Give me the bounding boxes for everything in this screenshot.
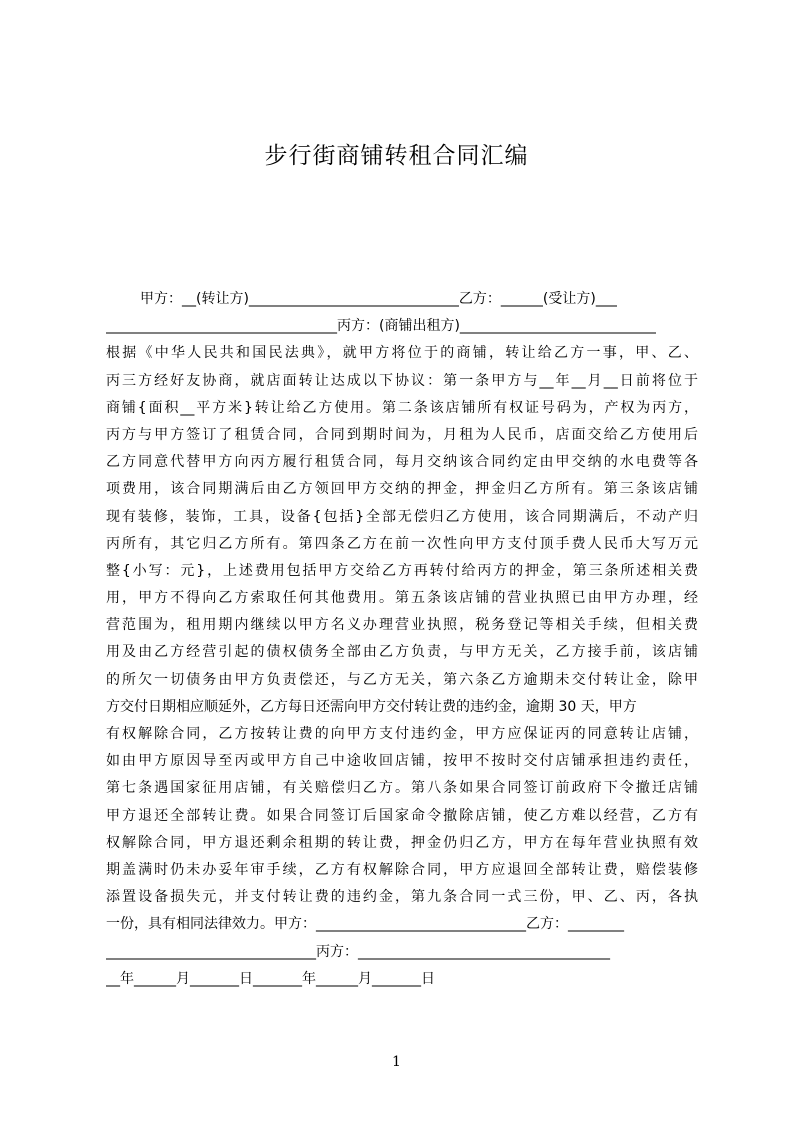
- page-number: 1: [392, 1054, 401, 1070]
- text-line: 用及由乙方经营引起的债权债务全部由乙方负责，与甲方无关，乙方接手前，该店铺: [106, 644, 698, 661]
- text-line: 期盖满时仍未办妥年审手续，乙方有权解除合同，甲方应退回全部转让费，赔偿装修: [106, 861, 698, 878]
- text-line: 乙方同意代替甲方向丙方履行租赁合同，每月交纳该合同约定由甲交纳的水电费等各: [106, 454, 698, 471]
- text-line: 的所欠一切债务由甲方负责偿还，与乙方无关，第六条乙方逾期未交付转让金，除甲: [106, 671, 698, 688]
- text-line: 根据《中华人民共和国民法典》，就甲方将位于的商铺，转让给乙方一事，甲、乙、: [106, 345, 698, 362]
- text-line: 有权解除合同，乙方按转让费的向甲方支付违约金，甲方应保证丙的同意转让店铺，: [106, 726, 698, 742]
- text-line: 添置设备损失元，并支付转让费的违约金，第九条合同一式三份，甲、乙、丙，各执: [106, 889, 698, 906]
- text-line: ______________________________丙方：____________________________________: [106, 943, 610, 960]
- text-line: 项费用，该合同期满后由乙方领回甲方交纳的押金，押金归乙方所有。第三条该店铺: [106, 481, 698, 498]
- text-line: 一份，具有相同法律效力。甲方：______________________________乙方：________: [106, 916, 624, 933]
- text-line: _________________________________丙方：(商铺出租方)____________________________: [106, 318, 656, 335]
- document-title: 步行街商铺转租合同汇编: [264, 143, 529, 169]
- text-line: 权解除合同，甲方退还剩余租期的转让费，押金仍归乙方，甲方在每年营业执照有效: [106, 834, 698, 851]
- text-line: 方交付日期相应顺延外，乙方每日还需向甲方交付转让费的违约金，逾期 30 天，甲方: [106, 698, 637, 715]
- text-line: 整{小写：元}，上述费用包括甲方交给乙方再转付给丙方的押金，第三条所述相关费: [106, 562, 698, 579]
- text-line: 商铺{面积__平方米}转让给乙方使用。第二条该店铺所有权证号码为，产权为丙方，: [106, 399, 698, 416]
- text-line: 甲方退还全部转让费。如果合同签订后国家命令撤除店铺，使乙方难以经营，乙方有: [106, 807, 698, 824]
- text-line: 现有装修，装饰，工具，设备{包括}全部无偿归乙方使用，该合同期满后，不动产归: [106, 508, 698, 525]
- signature-date-line: __年______月_______日_______年______月_______日: [106, 970, 435, 987]
- contract-body: [106, 286, 698, 993]
- text-line: 用，甲方不得向乙方索取任何其他费用。第五条该店铺的营业执照已由甲方办理，经: [106, 590, 698, 607]
- text-line: 丙所有，其它归乙方所有。第四条乙方在前一次性向甲方支付顶手费人民币大写万元: [106, 535, 698, 552]
- text-line: 丙方与甲方签订了租赁合同，合同到期时间为，月租为人民币，店面交给乙方使用后: [106, 426, 698, 443]
- text-line: 丙三方经好友协商，就店面转让达成以下协议：第一条甲方与__年__月__日前将位于: [106, 372, 698, 389]
- text-line: 第七条遇国家征用店铺，有关赔偿归乙方。第八条如果合同签订前政府下令撤迁店铺: [106, 780, 698, 797]
- text-line: 营范围为，租用期内继续以甲方名义办理营业执照，税务登记等相关手续，但相关费: [106, 617, 698, 634]
- text-line: 甲方：__(转让方)______________________________乙方：______(受让方)___: [140, 291, 617, 307]
- text-line: 如由甲方原因导至丙或甲方自己中途收回店铺，按甲不按时交付店铺承担违约责任，: [106, 753, 698, 770]
